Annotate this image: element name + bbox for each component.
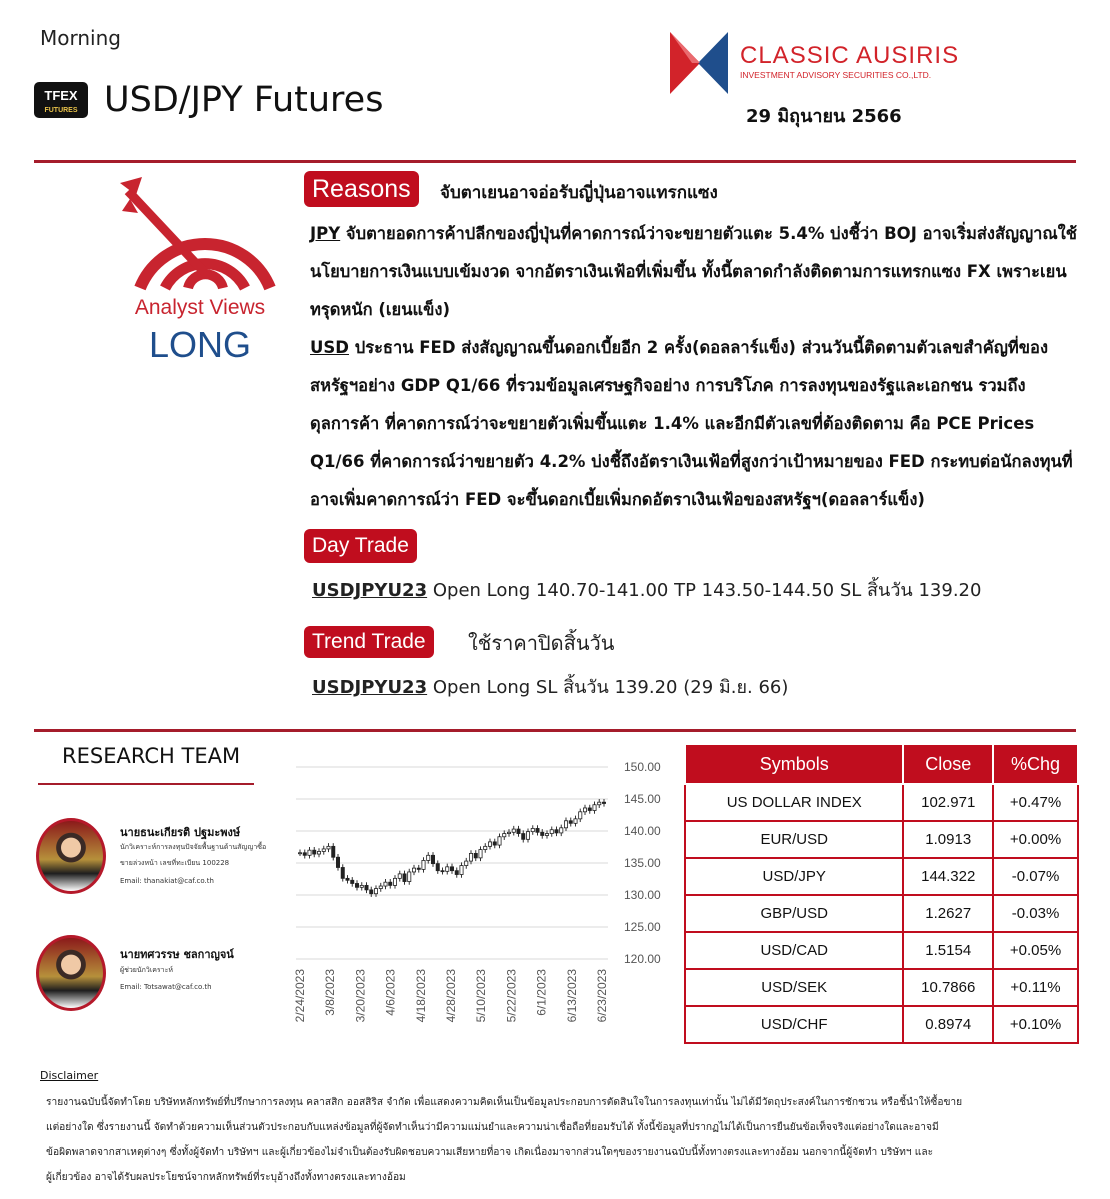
x-tick-label: 5/22/2023 — [504, 969, 519, 1023]
analyst-views-label: Analyst Views — [134, 296, 266, 319]
brand-name: CLASSIC AUSIRIS — [740, 42, 960, 69]
analyst-role: ผู้ช่วยนักวิเคราะห์ — [120, 966, 173, 974]
candle — [346, 875, 349, 883]
day-trade-text: Open Long 140.70-141.00 TP 143.50-144.50 SL สิ้นวัน 139.20 — [427, 580, 982, 601]
y-tick-label: 120.00 — [624, 952, 661, 966]
day-trade-line — [312, 575, 981, 604]
chg-cell: +0.05% — [993, 932, 1078, 969]
candle — [327, 843, 330, 852]
y-tick-label: 130.00 — [624, 888, 661, 902]
y-tick-label: 135.00 — [624, 856, 661, 870]
trend-trade-text: Open Long SL สิ้นวัน 139.20 (29 มิ.ย. 66) — [427, 677, 789, 698]
usd-label: USD — [310, 338, 349, 357]
table-row — [685, 895, 1078, 932]
candle — [569, 818, 572, 827]
candle — [512, 826, 515, 836]
tfex-logo-sub: FUTURES — [44, 107, 78, 114]
table-row — [685, 1006, 1078, 1043]
analyst-name: นายทศวรรษ ชลกาญจน์ — [120, 948, 234, 961]
reasons-tag: Reasons — [304, 171, 419, 207]
table-row — [685, 784, 1078, 821]
chg-cell: -0.07% — [993, 858, 1078, 895]
symbol-cell: USD/CHF — [685, 1006, 903, 1043]
candle — [393, 875, 396, 888]
column-header-symbols: Symbols — [685, 744, 903, 784]
candle — [355, 880, 358, 890]
disclaimer-title: Disclaimer — [40, 1069, 99, 1082]
candle — [308, 847, 311, 859]
x-tick-label: 4/6/2023 — [383, 969, 398, 1016]
x-tick-label: 6/23/2023 — [595, 969, 609, 1023]
avatar — [36, 935, 106, 1011]
middle-divider — [34, 729, 1076, 732]
disclaimer-line: รายงานฉบับนี้จัดทำโดย บริษัทหลักทรัพย์ที่ปรึกษาการลงทุน คลาสสิก ออสสิริส จำกัด เพื่อแสดงความคิดเห็นเป็นข้อมูลประกอบการตัดสินใจในการลงทุนเท่านั้น ไม่ได้มีวัตถุประสงค์ในการชักชวน หรือชี้นำให้ซื้อขาย — [46, 1097, 963, 1108]
close-cell: 10.7866 — [903, 969, 993, 1006]
candle — [303, 850, 306, 859]
target-icon — [120, 173, 280, 293]
x-tick-label: 4/28/2023 — [444, 969, 458, 1023]
candle — [408, 869, 411, 885]
usd-paragraph — [310, 329, 1085, 519]
chg-cell: +0.47% — [993, 784, 1078, 821]
y-tick-label: 125.00 — [624, 920, 661, 934]
analyst-email: Email: thanakiat@caf.co.th — [120, 877, 214, 885]
quote-table — [684, 743, 1079, 1044]
candle — [545, 830, 548, 838]
x-tick-label: 5/10/2023 — [474, 969, 489, 1023]
candle — [479, 846, 482, 861]
candle — [403, 871, 406, 885]
candle — [446, 864, 449, 875]
symbol-cell: USD/CAD — [685, 932, 903, 969]
trend-trade-line — [312, 672, 788, 701]
x-tick-label: 6/1/2023 — [534, 969, 549, 1016]
candle — [517, 826, 520, 837]
analyst-name: นายธนะเกียรติ ปฐมะพงษ์ — [120, 826, 241, 839]
brand-logo-icon — [670, 32, 728, 94]
candle — [536, 825, 539, 835]
candle — [360, 882, 363, 890]
brand-subtitle: INVESTMENT ADVISORY SECURITIES CO.,LTD. — [740, 70, 932, 80]
disclaimer-line: ข้อผิดพลาดจากสาเหตุต่างๆ ซึ่งทั้งผู้จัดทำ บริษัทฯ และผู้เกี่ยวข้องไม่จำเป็นต้องรับผิดชอบความเสียหายที่อาจ เกิดเนื่องมาจากส่วนใดๆของรายงานฉบับนี้ทั้งทางตรงและทางอ้อม นอกจากนี้ผู้จัดทำ บริษัทฯ และ — [46, 1147, 934, 1158]
candle — [465, 858, 468, 869]
top-divider — [34, 160, 1076, 163]
day-trade-symbol: USDJPYU23 — [312, 580, 428, 601]
candle — [398, 871, 401, 882]
candle — [531, 825, 534, 835]
candle — [579, 809, 582, 822]
close-cell: 102.971 — [903, 784, 993, 821]
close-cell: 1.5154 — [903, 932, 993, 969]
tfex-logo — [32, 80, 90, 120]
candle — [341, 864, 344, 881]
page-title: USD/JPY Futures — [104, 80, 384, 120]
disclaimer-line: ผู้เกี่ยวข้อง อาจได้รับผลประโยชน์จากหลักทรัพย์ที่ระบุอ้างถึงทั้งทางตรงและทางอ้อม — [46, 1172, 406, 1183]
research-team-title: RESEARCH TEAM — [62, 744, 241, 768]
symbol-cell: US DOLLAR INDEX — [685, 784, 903, 821]
report-date: 29 มิถุนายน 2566 — [746, 106, 902, 127]
symbol-cell: EUR/USD — [685, 821, 903, 858]
y-tick-label: 150.00 — [624, 760, 661, 774]
tfex-logo-text: TFEX — [44, 88, 78, 103]
candle — [498, 834, 501, 849]
candle — [417, 865, 420, 873]
candle — [441, 867, 444, 874]
candle — [484, 843, 487, 853]
candle — [422, 857, 425, 872]
trend-trade-symbol: USDJPYU23 — [312, 677, 428, 698]
candle — [384, 879, 387, 889]
candle — [503, 830, 506, 840]
candle — [602, 799, 605, 807]
candle — [332, 843, 335, 860]
x-tick-label: 3/8/2023 — [323, 969, 338, 1016]
table-row — [685, 932, 1078, 969]
candle — [317, 848, 320, 857]
candle — [598, 799, 601, 808]
candle — [450, 864, 453, 874]
candle — [460, 862, 463, 877]
table-row — [685, 821, 1078, 858]
close-cell: 0.8974 — [903, 1006, 993, 1043]
chg-cell: -0.03% — [993, 895, 1078, 932]
candle — [469, 850, 472, 864]
candle — [412, 865, 415, 875]
analyst-role: ขายล่วงหน้า เลขที่ทะเบียน 100228 — [120, 859, 230, 867]
candle — [351, 877, 354, 887]
candle — [493, 839, 496, 849]
candle — [322, 846, 325, 855]
chg-cell: +0.11% — [993, 969, 1078, 1006]
candle — [564, 818, 567, 831]
candle — [379, 883, 382, 892]
trend-trade-note: ใช้ราคาปิดสิ้นวัน — [468, 631, 615, 655]
disclaimer-line: แต่อย่างใด ซึ่งรายงานนี้ จัดทำด้วยความเห็นส่วนตัวประกอบกับแหล่งข้อมูลที่ผู้จัดทำเห็นว่ามีความแม่นยำและความน่าเชื่อถือที่ยอมรับได้ ทั้งนี้ข้อมูลที่ปรากฏไม่ได้เป็นการยืนยันข้อเท็จจริงแต่อย่างใดและอาจมี — [46, 1122, 939, 1133]
jpy-text: จับตายอดการค้าปลีกของญี่ปุ่นที่คาดการณ์ว่าจะขยายตัวแตะ 5.4% บ่งชี้ว่า BOJ อาจเริ่มส่งสัญญาณใช้นโยบายการเงินแบบเข้มงวด จากอัตราเงินเฟ้อที่เพิ่มขึ้น ทั้งนี้ตลาดกำลังติดตามการแทรกแซง FX เพราะเยนทรุดหนัก (เยนแข็ง) — [310, 224, 1077, 319]
candle — [431, 852, 434, 867]
candle — [507, 829, 510, 837]
candle — [313, 847, 316, 857]
chg-cell: +0.10% — [993, 1006, 1078, 1043]
x-tick-label: 4/18/2023 — [413, 969, 428, 1023]
avatar — [36, 818, 106, 894]
candle — [336, 854, 339, 871]
candle — [455, 867, 458, 877]
x-tick-label: 2/24/2023 — [293, 969, 307, 1023]
column-header-close: Close — [903, 744, 993, 784]
y-tick-label: 140.00 — [624, 824, 661, 838]
reasons-headline: จับตาเยนอาจอ่อรับญี่ปุ่นอาจแทรกแซง — [440, 183, 718, 203]
candle — [583, 805, 586, 815]
close-cell: 144.322 — [903, 858, 993, 895]
close-cell: 1.0913 — [903, 821, 993, 858]
chg-cell: +0.00% — [993, 821, 1078, 858]
candle — [550, 827, 553, 837]
usdjpy-price-chart — [290, 755, 680, 1045]
candle — [436, 860, 439, 873]
candle — [574, 816, 577, 827]
candle — [560, 825, 563, 837]
symbol-cell: USD/SEK — [685, 969, 903, 1006]
research-team-underline — [38, 783, 254, 785]
usd-text: ประธาน FED ส่งสัญญาณขึ้นดอกเบี้ยอีก 2 ครั้ง(ดอลลาร์แข็ง) ส่วนวันนี้ติดตามตัวเลขสำคัญที่ของสหรัฐฯอย่าง GDP Q1/66 ที่รวมข้อมูลเศรษฐกิจอย่าง การบริโภค การลงทุนของรัฐและเอกชน รวมถึงดุลการค้า ที่คาดการณ์ว่าจะขยายตัวเพิ่มขึ้นแตะ 1.4% และอีกมีตัวเลขที่ต้องติดตาม คือ PCE Prices Q1/66 ที่คาดการณ์ว่าขยายตัว 4.2% บ่งชี้ถึงอัตราเงินเฟ้อที่สูงกว่าเป้าหมายของ FED กระทบต่อนักลงทุนที่อาจเพิ่มคาดการณ์ว่า FED จะขึ้นดอกเบี้ยเพิ่มกดอัตราเงินเฟ้อของสหรัฐฯ(ดอลลาร์แข็ง) — [310, 338, 1073, 509]
candle — [474, 850, 477, 861]
candle — [593, 802, 596, 814]
candle — [389, 879, 392, 889]
jpy-label: JPY — [310, 224, 341, 243]
candle — [298, 850, 301, 856]
candle — [427, 852, 430, 864]
session-label: Morning — [40, 26, 121, 50]
table-row — [685, 969, 1078, 1006]
table-row — [685, 858, 1078, 895]
y-tick-label: 145.00 — [624, 792, 661, 806]
analyst-role: นักวิเคราะห์การลงทุนปัจจัยพื้นฐานด้านสัญญาซื้อ — [120, 843, 267, 851]
candle — [588, 805, 591, 814]
analyst-email: Email: Totsawat@caf.co.th — [120, 983, 212, 991]
trend-trade-tag: Trend Trade — [304, 626, 434, 658]
symbol-cell: USD/JPY — [685, 858, 903, 895]
x-tick-label: 3/20/2023 — [353, 969, 368, 1023]
day-trade-tag: Day Trade — [304, 529, 417, 563]
symbol-cell: GBP/USD — [685, 895, 903, 932]
candle — [555, 827, 558, 837]
jpy-paragraph — [310, 215, 1085, 329]
x-tick-label: 6/13/2023 — [564, 969, 579, 1023]
candle — [365, 882, 368, 893]
column-header-chg: %Chg — [993, 744, 1078, 784]
analyst-view-value: LONG — [148, 324, 252, 365]
candle — [488, 839, 491, 850]
candle — [522, 830, 525, 842]
close-cell: 1.2627 — [903, 895, 993, 932]
